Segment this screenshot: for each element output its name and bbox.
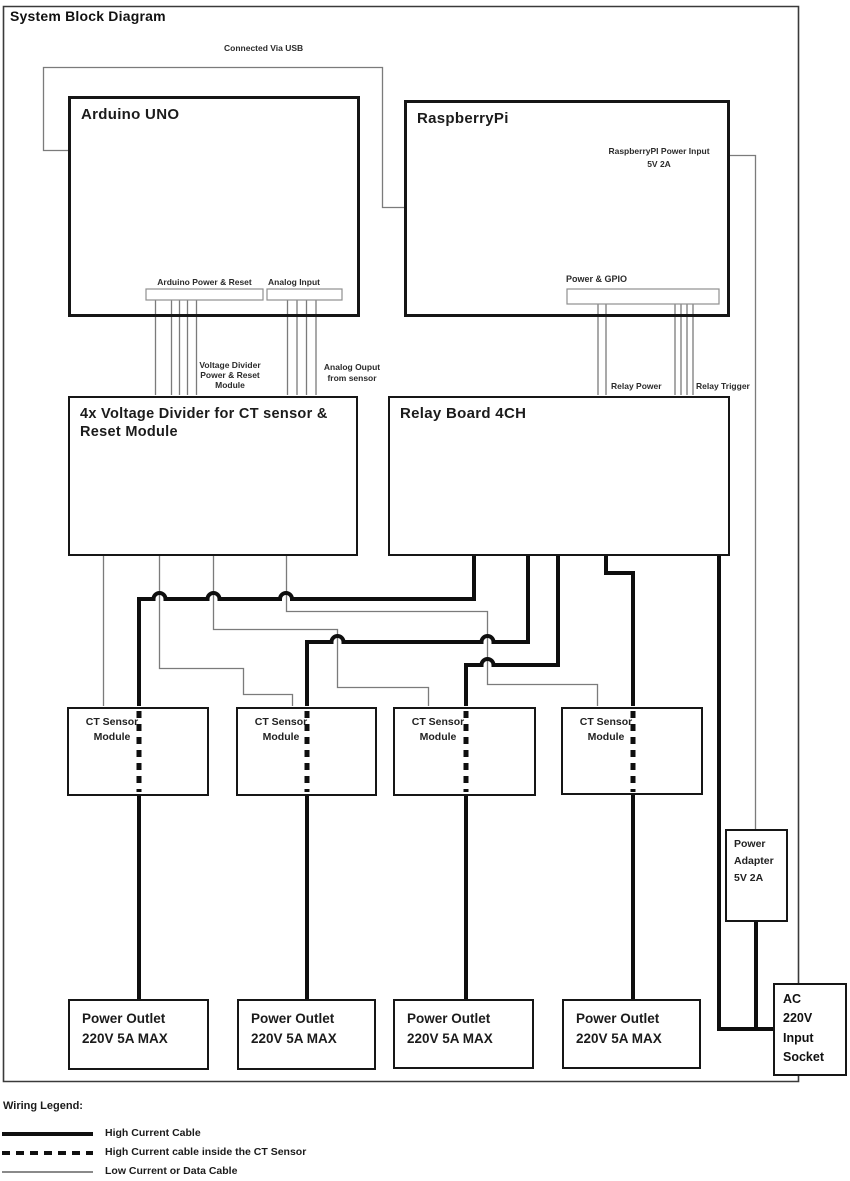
power-outlet-2-line2: 220V 5A MAX [251,1031,337,1047]
ct2-data-wire [160,556,293,706]
ct-sensor-1 [67,707,209,796]
vd-wire-line2: Power & Reset [200,370,260,381]
voltage-divider-title-line1: 4x Voltage Divider for CT sensor & [80,406,328,422]
ct-sensor-1-label [75,715,149,745]
legend-solid-thick-sample [2,1132,93,1136]
legend-thin-sample [2,1171,93,1173]
power-outlet-3-label [395,1001,532,1050]
power-outlet-3-line2: 220V 5A MAX [407,1031,493,1047]
legend-dashed-thick-label: High Current cable inside the CT Sensor [105,1146,307,1158]
ct4-data-wire [287,556,598,706]
ac-input-socket-label [775,985,845,1068]
power-adapter-label [727,831,786,886]
vd-wire-line1: Voltage Divider [199,360,261,370]
voltage-divider-block [68,396,358,556]
rpi-power-input-line2: 5V 2A [647,159,671,170]
rpi-power-input-label [603,145,715,171]
relay-out3-cable [466,556,558,706]
legend-thin-label: Low Current or Data Cable [105,1165,238,1177]
power-outlet-3 [393,999,534,1069]
power-outlet-2 [237,999,376,1070]
ac-socket-line2: 220V [783,1011,813,1026]
power-outlet-1 [68,999,209,1070]
relay-trigger-wires [675,304,693,395]
power-outlet-2-line1: Power Outlet [251,1011,335,1026]
arduino-power-reset-port-label: Arduino Power & Reset [157,277,252,287]
ac-socket-line4: Socket [783,1050,824,1065]
analog-wire-line2: from sensor [327,373,377,384]
ct-sensor-1-line1: CT Sensor [85,716,139,728]
ct-sensor-4-label [569,715,643,745]
power-outlet-1-label [70,1001,207,1050]
relay-out2-cable [307,556,528,706]
relay-trigger-wire-label: Relay Trigger [696,381,750,391]
analog-output-wire-label [318,362,386,384]
voltage-divider-wire-label [196,360,264,391]
ac-to-relay-cable [719,556,773,1029]
power-outlet-1-line1: Power Outlet [82,1011,166,1026]
relay-power-wires [598,304,606,395]
usb-connection-label: Connected Via USB [224,43,304,53]
voltage-divider-title-line2: Reset Module [80,424,178,441]
ct-sensor-2-line1: CT Sensor [254,716,308,728]
ct-sensor-2-label [244,715,318,745]
rpi-power-input-line1: RaspberryPI Power Input [608,146,710,156]
ct-sensor-3-label [401,715,475,745]
power-outlet-2-label [239,1001,374,1050]
ac-input-socket-block [773,983,847,1076]
ct-sensor-4 [561,707,703,795]
page-title: System Block Diagram [10,8,166,24]
ac-socket-line1: AC [783,992,802,1006]
power-outlet-4 [562,999,701,1069]
ac-socket-line3: Input [783,1030,814,1045]
ct-sensor-2-line2: Module [262,731,300,744]
ct-sensor-3 [393,707,536,796]
analog-wire-line1: Analog Ouput [323,362,381,372]
raspberrypi-title: RaspberryPi [417,110,509,127]
power-adapter-block [725,829,788,922]
relay-power-wire-label: Relay Power [611,381,662,391]
ct-sensor-3-line2: Module [419,731,457,744]
rpi-power-input-cable [730,156,756,830]
relay-out4-cable [606,556,633,706]
power-adapter-line1: Power [734,838,766,850]
vd-wire-line3: Module [215,380,245,391]
power-outlet-3-line1: Power Outlet [407,1011,491,1026]
legend-solid-thick-label: High Current Cable [105,1127,201,1139]
legend-dashed-thick-sample [2,1151,93,1155]
ct-sensor-4-line1: CT Sensor [579,716,633,728]
ct-internal-cables [139,711,633,792]
ct-sensor-4-line2: Module [587,731,625,744]
power-adapter-line3: 5V 2A [734,871,764,884]
relay-board-block [388,396,730,556]
power-outlet-4-line1: Power Outlet [576,1011,660,1026]
power-outlet-1-line2: 220V 5A MAX [82,1031,168,1047]
ct-sensor-2 [236,707,377,796]
ct-sensor-1-line2: Module [93,731,131,744]
legend-heading: Wiring Legend: [3,1100,83,1112]
ct3-data-wire [214,556,429,706]
power-adapter-line2: Adapter [734,854,774,867]
power-outlet-4-label [564,1001,699,1050]
voltage-divider-title [70,398,356,448]
power-gpio-port-label: Power & GPIO [566,274,628,284]
relay-board-title: Relay Board 4CH [400,405,527,422]
arduino-title: Arduino UNO [81,106,180,123]
analog-input-port-label: Analog Input [268,277,320,287]
ct-sensor-3-line1: CT Sensor [411,716,465,728]
power-outlet-4-line2: 220V 5A MAX [576,1031,662,1047]
